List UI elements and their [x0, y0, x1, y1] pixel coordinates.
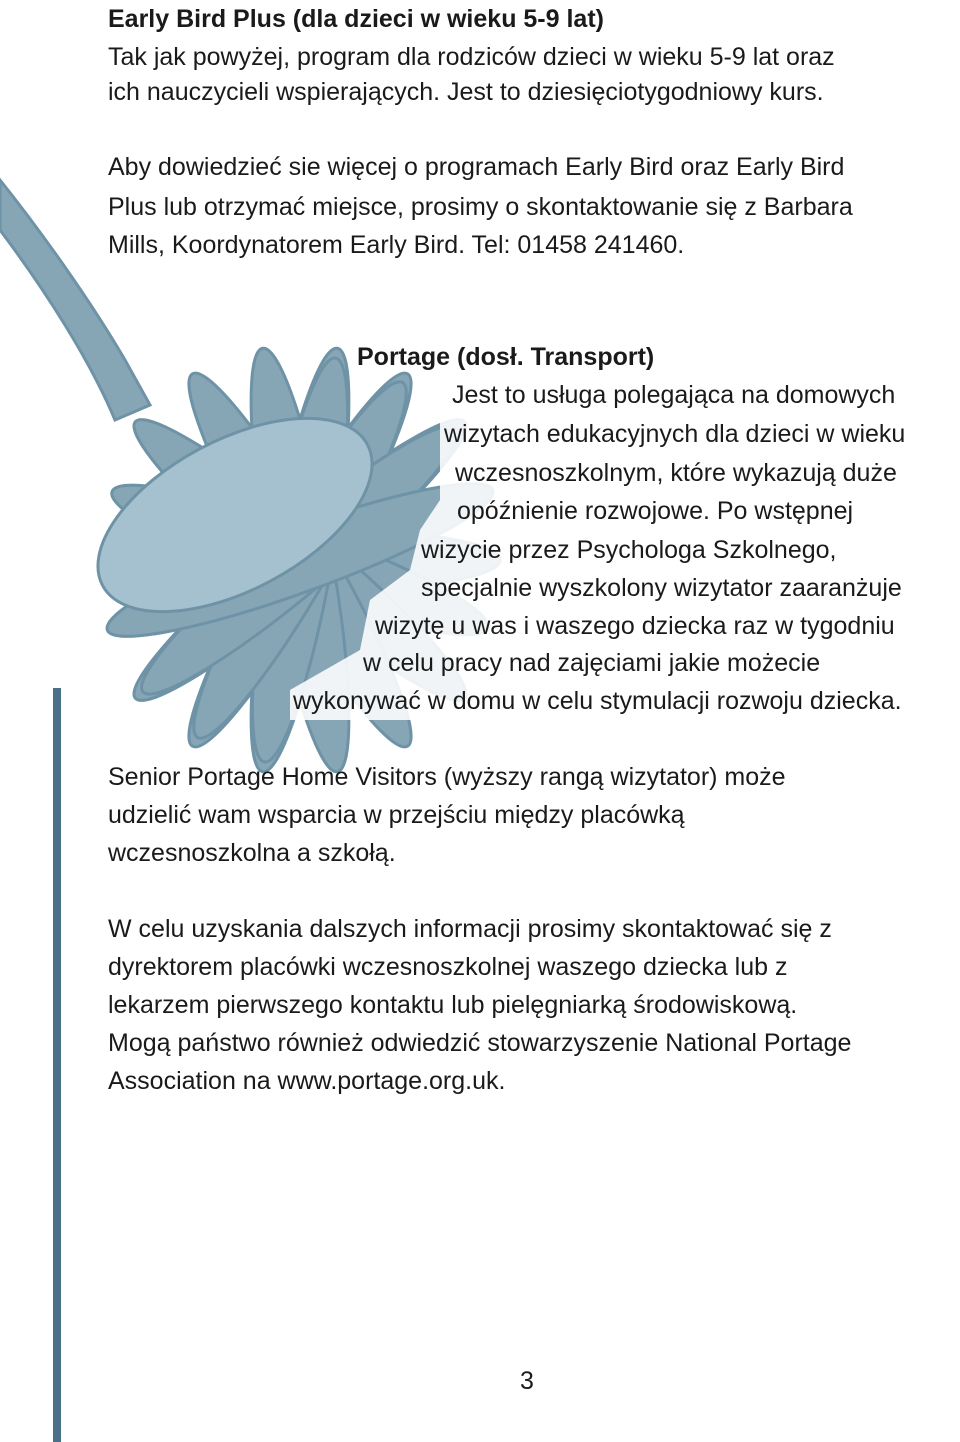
portage-line: w celu pracy nad zajęciami jakie możecie — [363, 649, 821, 677]
early-bird-plus-line: Tak jak powyżej, program dla rodziców dzieci w wieku 5-9 lat oraz — [108, 43, 835, 71]
more-info-line: W celu uzyskania dalszych informacji prosimy skontaktować się z — [108, 915, 832, 943]
senior-portage-line: udzielić wam wsparcia w przejściu między placówką — [108, 801, 685, 829]
contact-line: Aby dowiedzieć sie więcej o programach Early Bird oraz Early Bird — [108, 153, 845, 181]
portage-line: wykonywać w domu w celu stymulacji rozwoju dziecka. — [293, 687, 902, 715]
portage-line: wczesnoszkolnym, które wykazują duże — [455, 459, 897, 487]
portage-line: wizycie przez Psychologa Szkolnego, — [421, 536, 837, 564]
portage-line: wizytach edukacyjnych dla dzieci w wieku — [444, 420, 906, 448]
senior-portage-line: wczesnoszkolna a szkołą. — [108, 839, 396, 867]
left-accent-bar — [53, 688, 61, 1442]
more-info-line: Association na www.portage.org.uk. — [108, 1067, 506, 1095]
more-info-line: Mogą państwo również odwiedzić stowarzyszenie National Portage — [108, 1029, 852, 1057]
contact-line: Mills, Koordynatorem Early Bird. Tel: 01458 241460. — [108, 231, 685, 259]
portage-line: opóźnienie rozwojowe. Po wstępnej — [457, 497, 854, 525]
contact-line: Plus lub otrzymać miejsce, prosimy o skontaktowanie się z Barbara — [108, 193, 853, 221]
more-info-line: dyrektorem placówki wczesnoszkolnej waszego dziecka lub z — [108, 953, 788, 981]
portage-line: Jest to usługa polegająca na domowych — [452, 381, 896, 409]
early-bird-plus-heading: Early Bird Plus (dla dzieci w wieku 5-9 lat) — [108, 5, 604, 33]
early-bird-plus-line: ich nauczycieli wspierających. Jest to dziesięciotygodniowy kurs. — [108, 78, 824, 106]
more-info-line: lekarzem pierwszego kontaktu lub pielęgniarką środowiskową. — [108, 991, 798, 1019]
page-number: 3 — [520, 1367, 534, 1395]
portage-line: specjalnie wyszkolony wizytator zaaranżuje — [421, 574, 902, 602]
portage-line: wizytę u was i waszego dziecka raz w tygodniu — [375, 612, 895, 640]
portage-heading: Portage (dosł. Transport) — [357, 343, 655, 371]
senior-portage-line: Senior Portage Home Visitors (wyższy rangą wizytator) może — [108, 763, 786, 791]
